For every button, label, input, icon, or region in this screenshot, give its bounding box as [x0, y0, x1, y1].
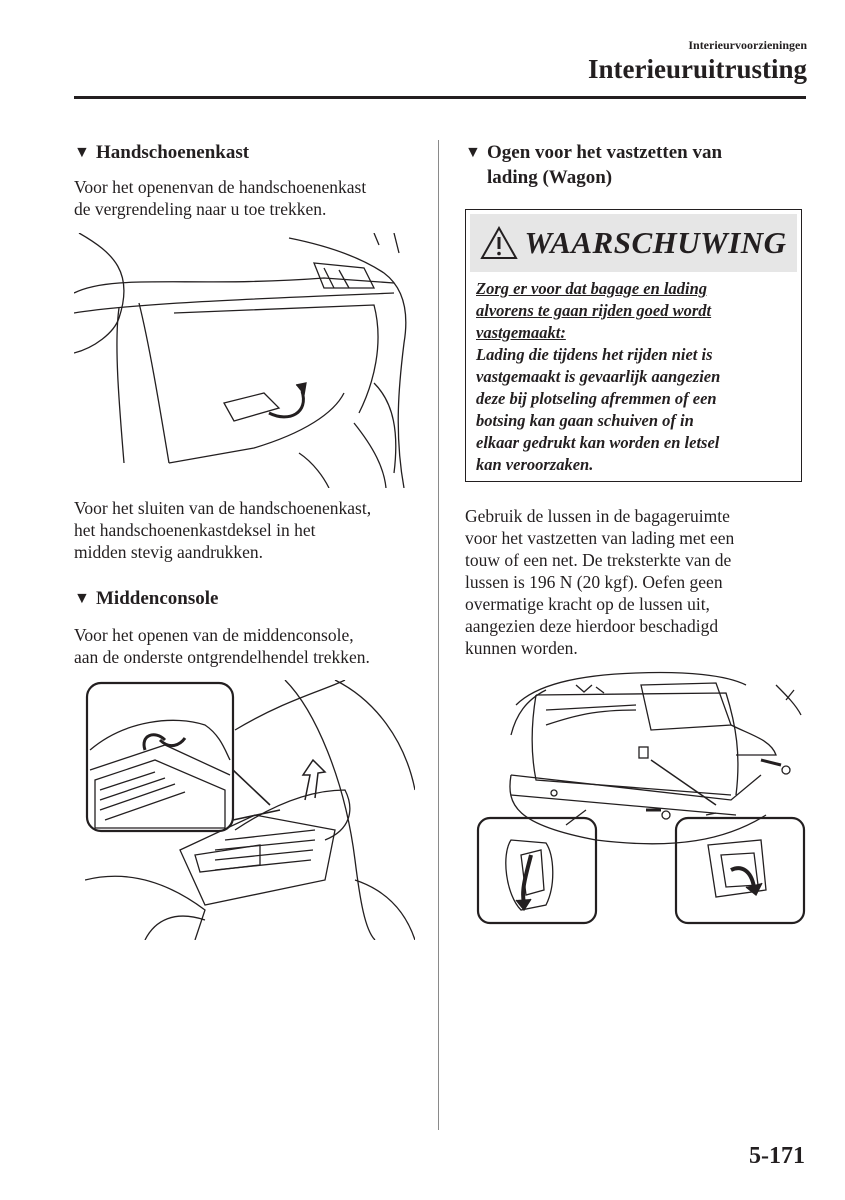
page-number: 5-171 [749, 1143, 805, 1169]
glovebox-heading [74, 141, 249, 166]
text-line: het handschoenenkastdeksel in het [74, 520, 316, 540]
console-illustration [85, 680, 415, 940]
warning-line: vastgemaakt: [476, 323, 566, 342]
down-triangle-icon: ▼ [74, 144, 90, 161]
warning-box [465, 209, 802, 482]
text-line: kunnen worden. [465, 638, 578, 658]
console-heading-text: Middenconsole [96, 588, 219, 609]
lashing-eyes-heading [465, 141, 722, 190]
text-line: voor het vastzetten van lading met een [465, 528, 735, 548]
console-heading [74, 587, 218, 612]
heading-line: Ogen voor het vastzetten van [487, 142, 723, 163]
warning-line: Zorg er voor dat bagage en lading [476, 279, 707, 298]
section-label: Interieurvoorzieningen [688, 38, 807, 52]
warning-header [470, 214, 797, 272]
warning-line: botsing kan gaan schuiven of in [476, 411, 694, 430]
warning-title: WAARSCHUWING [524, 225, 787, 260]
text-line: midden stevig aandrukken. [74, 542, 264, 562]
warning-line: Lading die tijdens het rijden niet is [476, 345, 713, 364]
cargo-hooks-illustration [476, 665, 806, 925]
warning-line: elkaar gedrukt kan worden en letsel [476, 433, 720, 452]
glovebox-illustration [74, 233, 414, 488]
warning-line: deze bij plotseling afremmen of een [476, 389, 717, 408]
text-line: de vergrendeling naar u toe trekken. [74, 199, 327, 219]
warning-line: vastgemaakt is gevaarlijk aangezien [476, 367, 721, 386]
glovebox-open-text [74, 176, 366, 220]
text-line: Voor het sluiten van de handschoenenkast, [74, 498, 372, 518]
down-triangle-icon: ▼ [465, 144, 481, 161]
text-line: lussen is 196 N (20 kgf). Oefen geen [465, 572, 723, 592]
text-line: Voor het openenvan de handschoenenkast [74, 177, 367, 197]
warning-text [476, 278, 794, 476]
warning-line: kan veroorzaken. [476, 455, 594, 474]
column-divider [438, 140, 439, 1130]
text-line: overmatige kracht op de lussen uit, [465, 594, 710, 614]
text-line: Voor het openen van de middenconsole, [74, 625, 354, 645]
header-rule [74, 96, 806, 99]
warning-line: alvorens te gaan rijden goed wordt [476, 301, 712, 320]
text-line: aangezien deze hierdoor beschadigd [465, 616, 719, 636]
lashing-eyes-text [465, 505, 734, 659]
heading-line: lading (Wagon) [487, 167, 613, 188]
down-triangle-icon: ▼ [74, 590, 90, 607]
text-line: Gebruik de lussen in de bagageruimte [465, 506, 730, 526]
glovebox-close-text [74, 497, 371, 563]
page-title: Interieuruitrusting [588, 54, 807, 84]
text-line: touw of een net. De treksterkte van de [465, 550, 732, 570]
console-text [74, 624, 370, 668]
text-line: aan de onderste ontgrendelhendel trekken. [74, 647, 370, 667]
glovebox-heading-text: Handschoenenkast [96, 142, 250, 163]
warning-triangle-icon [480, 226, 518, 260]
